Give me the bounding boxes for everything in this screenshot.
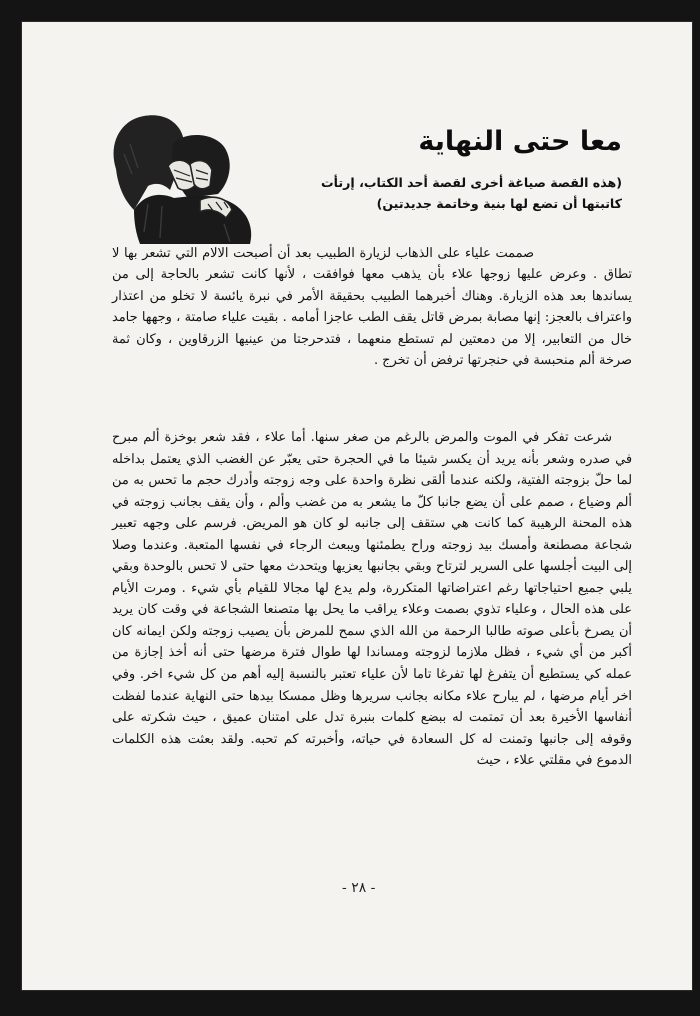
- body-paragraph-1: صممت علياء على الذهاب لزيارة الطبيب بعد أن أصبحت الالام التي تشعر بها لا تطاق . وعرض عليها زوجها علاء بأن يذهب معها فوافقت ، لأنها كانت تشعر بالحاجة إلى من يساندها بعد هذه الزيارة. وهناك أخبرهما الطبيب بحقيقة الأمر في نبرة يائسة لا تخلو من اعتذار واعتراف بالعجز: إنها مصابة بمرض قاتل يقف الطب عاجزا أمامه . بقيت علياء صامتة ، وجهها جامد خال من التعابير، إلا من دمعتين لم تستطع منعهما ، فتدحرجتا من عينيها الزرقاوين ، وكان ثمة صرخة ألم منحبسة في حنجرتها ترفض أن تخرج .: [112, 246, 632, 369]
- page-number: - ٢٨ -: [342, 880, 376, 896]
- body-paragraph-2: شرعت تفكر في الموت والمرض بالرغم من صغر سنها. أما علاء ، فقد شعر بوخزة ألم مبرح في صدره وشعر بأنه يريد أن يكسر شيئا ما في الحجرة حتى يعبّر عن الغضب الذي يعتمل بداخله لما حلّ بزوجته الفتية، ولكنه عندما ألقى نظرة واحدة على وجه زوجته وأدرك حجم ما تحس به من ألم وضياع ، صمم على أن يضع جانبا كلّ ما يشعر به من غضب وألم ، وأن يقف بجانب زوجته في هذه المحنة الرهيبة كما كانت هي ستقف إلى جانبه لو كان هو المريض. فرسم على وجهه تعبير شجاعة مصطنعة وأمسك بيد زوجته وراح يطمئنها ويبعث الرجاء في نفسها المتعبة. وعندما وصلا إلى البيت أجلسها على السرير لترتاح وبقي بجانبها يعزيها ويتحدث معها حتى لا تحس بالوحدة وبقي يلبي جميع احتياجاتها رغم اعتراضاتها المتكررة، ولم يدع لها مجالا للقيام بأي شيء . ومرت الأيام على هذه الحال ، وعلياء تذوي بصمت وعلاء يراقب ما يحل بها متصنعا الشجاعة في وقت كان يريد أن يصرخ بأعلى صوته طالبا الرحمة من الله الذي سمح للمرض بأن يصيب زوجته ولكن ايمانه كان أكبر من أي شيء ، فظل ملازما لزوجته ومساندا لها طوال فترة مرضها حتى أنه أخذ إجازة من عمله كي يستطيع أن يتفرغ لها تفرغا تاما لأن علياء تعتبر بالنسبة إليه أهم من كل شيء اخر. وفي اخر أيام مرضها ، لم يبارح علاء مكانه بجانب سريرها وظل ممسكا بيدها حتى النهاية عندما لفظت أنفاسها الأخيرة بعد أن تمتمت له ببضع كلمات بنبرة تدل على امتنان عميق ، حيث شكرته على وقوفه إلى جانبها وتمنت له كل السعادة في حياته، وأخبرته كم تحبه. ولقد بعثت هذه الكلمات الدموع في مقلتي علاء ، حيث: [112, 430, 632, 769]
- article-subtitle: (هذه القصة صياغة أخرى لقصة أحد الكتاب، إرتأت كاتبتها أن تضع لها بنية وخاتمة جديدتين): [321, 175, 622, 211]
- document-page: [22, 22, 692, 990]
- article-title: معا حتى النهاية: [418, 126, 622, 157]
- embracing-couple-illustration-icon: [104, 114, 260, 244]
